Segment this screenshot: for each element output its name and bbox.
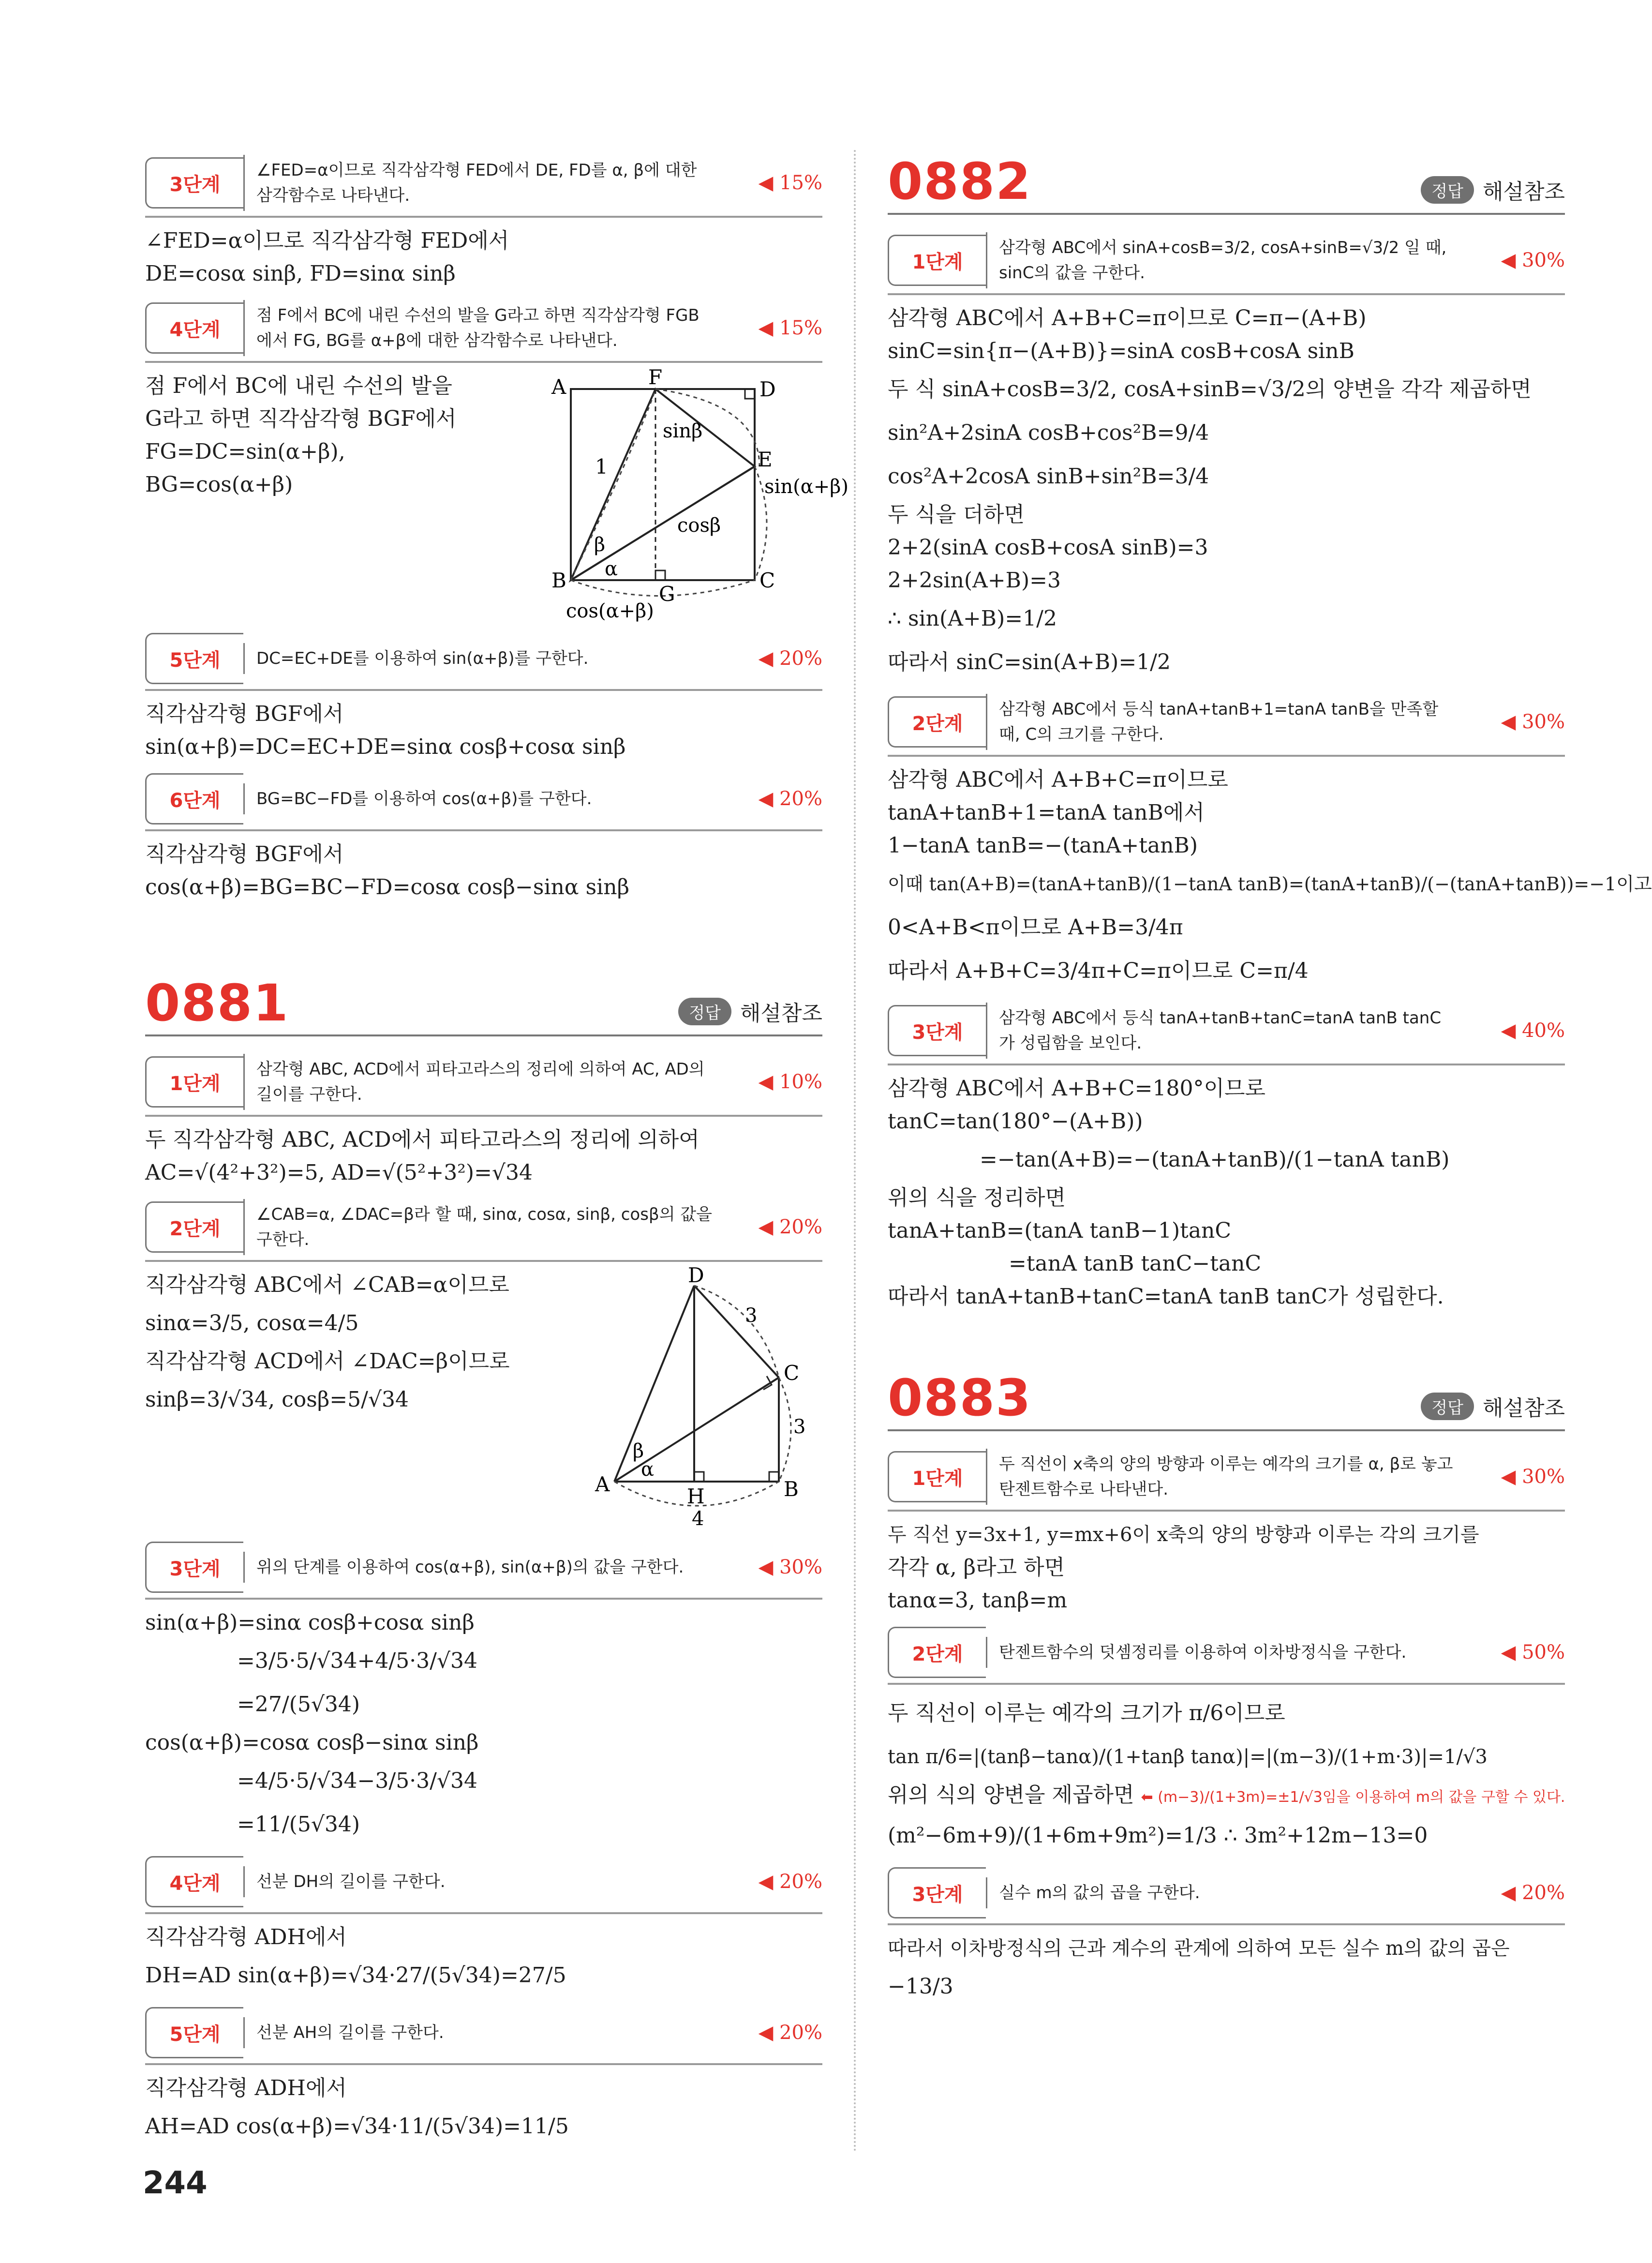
- solution-line: tanA+tanB+1=tanA tanB에서: [888, 800, 1205, 825]
- solution-line: tanα=3, tanβ=m: [888, 1588, 1068, 1613]
- solution-line: ∠FED=α이므로 직각삼각형 FED에서: [145, 228, 509, 253]
- label-sin-apb: sin(α+β): [764, 476, 848, 498]
- solution-line: sinC=sin{π−(A+B)}=sinA cosB+cosA sinB: [888, 339, 1354, 363]
- solution-line: sin(α+β)=DC=EC+DE=sinα cosβ+cosα sinβ: [145, 734, 626, 759]
- label-c: C: [759, 569, 775, 592]
- label-3: 3: [745, 1304, 758, 1327]
- solution-text: 위의 식의 양변을 제곱하면: [888, 1783, 1134, 1807]
- problem-0881-header: [145, 976, 822, 1036]
- step-percent: ◀ 20%: [758, 647, 822, 670]
- step-2-header: [888, 689, 1565, 757]
- step-description: ∠FED=α이므로 직각삼각형 FED에서 DE, FD를 α, β에 대한 삼각함수로 나타낸다.: [243, 155, 726, 211]
- label-c: C: [784, 1361, 800, 1385]
- solution-line: cos²A+2cosA sinB+sin²B=3/4: [888, 464, 1209, 489]
- solution-line: 직각삼각형 BGF에서: [145, 842, 344, 867]
- solution-line: 2+2(sinA cosB+cosA sinB)=3: [888, 535, 1208, 560]
- column-divider: [854, 150, 856, 2153]
- solution-line: 직각삼각형 ABC에서 ∠CAB=α이므로: [145, 1273, 509, 1297]
- step-description: 삼각형 ABC에서 sinA+cosB=3/2, cosA+sinB=√3/2 일 때, sinC의 값을 구한다.: [986, 232, 1468, 288]
- step-badge: 1단계: [888, 235, 986, 286]
- solution-line: 삼각형 ABC에서 A+B+C=180°이므로: [888, 1076, 1265, 1101]
- step-badge: 1단계: [888, 1451, 986, 1502]
- step-badge: 3단계: [888, 1867, 986, 1918]
- label-beta: β: [633, 1440, 644, 1462]
- problem-number: 0882: [888, 152, 1032, 211]
- answer-text: 해설참조: [1482, 180, 1565, 204]
- label-h: H: [687, 1484, 705, 1508]
- step-percent: ◀ 30%: [1501, 1466, 1565, 1488]
- step-description: 선분 DH의 길이를 구한다.: [243, 1866, 726, 1897]
- solution-line: sin²A+2sinA cosB+cos²B=9/4: [888, 420, 1209, 445]
- step-badge: 3단계: [145, 1542, 243, 1593]
- step-description: 삼각형 ABC, ACD에서 피타고라스의 정리에 의하여 AC, AD의 길이를 구한다.: [243, 1054, 726, 1110]
- step-badge: 2단계: [888, 1627, 986, 1678]
- right-angle-mark: [769, 1472, 779, 1482]
- step-badge: 3단계: [145, 157, 243, 209]
- label-cos-apb: cos(α+β): [566, 600, 654, 622]
- page-number: 244: [143, 2165, 208, 2201]
- step-badge: 2단계: [888, 696, 986, 748]
- step-5-header: [145, 628, 822, 691]
- step-percent: ◀ 30%: [1501, 249, 1565, 271]
- step-badge: 5단계: [145, 633, 243, 684]
- step2-row: [145, 1263, 822, 1532]
- step-percent: ◀ 15%: [758, 317, 822, 339]
- solution-line: =3/5·5/√34+4/5·3/√34: [237, 1649, 478, 1673]
- segment-ad: [614, 1286, 694, 1482]
- problem-number: 0883: [888, 1368, 1032, 1427]
- rectangle-figure: [532, 365, 848, 623]
- solution-line: 두 식을 더하면: [888, 502, 1025, 527]
- step-description: 점 F에서 BC에 내린 수선의 발을 G라고 하면 직각삼각형 FGB에서 FG, BG를 α+β에 대한 삼각함수로 나타낸다.: [243, 300, 726, 356]
- solution-line: 0<A+B<π이므로 A+B=3/4π: [888, 915, 1183, 940]
- solution-line: (m²−6m+9)/(1+6m+9m²)=1/3 ∴ 3m²+12m−13=0: [888, 1823, 1428, 1848]
- solution-line: 두 직각삼각형 ABC, ACD에서 피타고라스의 정리에 의하여: [145, 1127, 699, 1152]
- solution-line: ∴ sin(A+B)=1/2: [888, 606, 1057, 631]
- solution-line: =−tan(A+B)=−(tanA+tanB)/(1−tanA tanB): [980, 1147, 1450, 1172]
- label-d: D: [759, 377, 776, 401]
- step-description: 탄젠트함수의 덧셈정리를 이용하여 이차방정식을 구한다.: [986, 1637, 1468, 1668]
- solution-line: sinβ=3/√34, cosβ=5/√34: [145, 1387, 409, 1412]
- label-g: G: [659, 582, 675, 606]
- solution-line: =tanA tanB tanC−tanC: [1009, 1251, 1262, 1276]
- solution-line: 따라서 이차방정식의 근과 계수의 관계에 의하여 모든 실수 m의 값의 곱은: [888, 1937, 1510, 1960]
- left-column: [145, 145, 848, 2148]
- step-badge: 6단계: [145, 773, 243, 824]
- step-badge: 4단계: [145, 1856, 243, 1907]
- side-note: ⬅ (m−3)/(1+3m)=±1/√3임을 이용하여 m의 값을 구할 수 있다.: [1141, 1789, 1565, 1806]
- answer-tag: 정답: [678, 998, 731, 1025]
- solution-line: [888, 1779, 1565, 1814]
- solution-line: cos(α+β)=BG=BC−FD=cosα cosβ−sinα sinβ: [145, 875, 629, 899]
- solution-line: =27/(5√34): [237, 1692, 360, 1717]
- right-column: [888, 145, 1652, 2008]
- problem-0882-header: [888, 152, 1565, 215]
- step-4-header: [145, 295, 822, 363]
- label-a: A: [595, 1472, 610, 1496]
- step-1-header: [888, 227, 1565, 295]
- solution-line: 두 식 sinA+cosB=3/2, cosA+sinB=√3/2의 양변을 각각 제곱하면: [888, 377, 1532, 402]
- solution-line: =4/5·5/√34−3/5·3/√34: [237, 1768, 478, 1793]
- solution-line: AH=AD cos(α+β)=√34·11/(5√34)=11/5: [145, 2114, 569, 2139]
- step-percent: ◀ 30%: [758, 1556, 822, 1578]
- step-3-header: [888, 998, 1565, 1065]
- label-f: F: [648, 365, 663, 389]
- answer-reference: [1421, 174, 1565, 208]
- step-percent: ◀ 20%: [758, 1216, 822, 1238]
- answer-tag: 정답: [1421, 1393, 1474, 1420]
- label-cosb: cosβ: [677, 514, 721, 537]
- solution-line: 삼각형 ABC에서 A+B+C=π이므로: [888, 767, 1228, 792]
- solution-line: =11/(5√34): [237, 1812, 360, 1837]
- triangle-figure: [595, 1263, 822, 1532]
- answer-text: 해설참조: [740, 1001, 822, 1026]
- label-alpha: α: [605, 558, 618, 580]
- triangle-figure-svg: [595, 1263, 822, 1530]
- segment-dc: [694, 1286, 779, 1378]
- solution-line: BG=cos(α+β): [145, 472, 293, 497]
- label-d: D: [688, 1263, 704, 1287]
- step-percent: ◀ 15%: [758, 172, 822, 194]
- step-description: 삼각형 ABC에서 등식 tanA+tanB+tanC=tanA tanB tanC가 성립함을 보인다.: [986, 1003, 1468, 1059]
- step-percent: ◀ 10%: [758, 1071, 822, 1093]
- step-description: BG=BC−FD를 이용하여 cos(α+β)를 구한다.: [243, 783, 726, 814]
- label-beta: β: [594, 534, 606, 556]
- solution-line: 2+2sin(A+B)=3: [888, 568, 1061, 593]
- right-angle-mark: [655, 570, 665, 580]
- step-badge: 3단계: [888, 1005, 986, 1056]
- solution-line: 따라서 sinC=sin(A+B)=1/2: [888, 650, 1171, 674]
- step-description: 선분 AH의 길이를 구한다.: [243, 2017, 726, 2048]
- solution-line: sinα=3/5, cosα=4/5: [145, 1311, 359, 1335]
- rectangle-figure-svg: [532, 365, 848, 622]
- step-description: 위의 단계를 이용하여 cos(α+β), sin(α+β)의 값을 구한다.: [243, 1552, 726, 1583]
- solution-line: 두 직선이 이루는 예각의 크기가 π/6이므로: [888, 1701, 1285, 1725]
- label-a: A: [551, 375, 566, 399]
- problem-number: 0881: [145, 974, 289, 1033]
- solution-line: sin(α+β)=sinα cosβ+cosα sinβ: [145, 1610, 475, 1635]
- label-b: B: [551, 569, 566, 592]
- step-badge: 5단계: [145, 2007, 243, 2058]
- step-percent: ◀ 50%: [1501, 1641, 1565, 1664]
- label-alpha: α: [641, 1458, 655, 1481]
- right-angle-mark: [745, 389, 755, 399]
- answer-tag: 정답: [1421, 176, 1474, 204]
- label-1: 1: [595, 455, 608, 479]
- step-percent: ◀ 20%: [758, 1871, 822, 1893]
- step-description: 실수 m의 값의 곱을 구한다.: [986, 1877, 1468, 1908]
- solution-line: −13/3: [888, 1974, 953, 1999]
- solution-line: 각각 α, β라고 하면: [888, 1555, 1065, 1580]
- solution-line: 직각삼각형 ACD에서 ∠DAC=β이므로: [145, 1349, 510, 1374]
- step4-row: [145, 365, 848, 623]
- label-3: 3: [793, 1416, 806, 1438]
- step-1-header: [145, 1049, 822, 1117]
- step4-text: [145, 370, 456, 623]
- step-description: 삼각형 ABC에서 등식 tanA+tanB+1=tanA tanB을 만족할 때, C의 크기를 구한다.: [986, 694, 1468, 750]
- solution-line: tanA+tanB=(tanA tanB−1)tanC: [888, 1218, 1232, 1243]
- step-3-header: [888, 1862, 1565, 1925]
- right-angle-mark: [694, 1472, 704, 1482]
- step-2-header: [888, 1622, 1565, 1685]
- solution-line: tanC=tan(180°−(A+B)): [888, 1109, 1143, 1134]
- solution-line: AC=√(4²+3²)=5, AD=√(5²+3²)=√34: [145, 1160, 533, 1185]
- step-description: DC=EC+DE를 이용하여 sin(α+β)를 구한다.: [243, 643, 726, 674]
- step-3-header: [145, 1537, 822, 1600]
- step-description: ∠CAB=α, ∠DAC=β라 할 때, sinα, cosα, sinβ, cosβ의 값을 구한다.: [243, 1199, 726, 1255]
- step-3-header: [145, 150, 822, 218]
- solution-line: G라고 하면 직각삼각형 BGF에서: [145, 406, 457, 431]
- label-sinb: sinβ: [663, 420, 703, 442]
- step-badge: 4단계: [145, 302, 243, 354]
- solution-line: 점 F에서 BC에 내린 수선의 발을: [145, 374, 452, 398]
- label-b: B: [784, 1477, 799, 1501]
- solution-line: 1−tanA tanB=−(tanA+tanB): [888, 833, 1198, 858]
- solution-line: DH=AD sin(α+β)=√34·27/(5√34)=27/5: [145, 1963, 566, 1988]
- answer-reference: [678, 996, 822, 1030]
- answer-text: 해설참조: [1482, 1396, 1565, 1421]
- label-4: 4: [692, 1508, 704, 1530]
- solution-line: cos(α+β)=cosα cosβ−sinα sinβ: [145, 1730, 479, 1755]
- solution-line: 따라서 tanA+tanB+tanC=tanA tanB tanC가 성립한다.: [888, 1284, 1444, 1309]
- step-1-header: [888, 1444, 1565, 1512]
- solution-line: 직각삼각형 BGF에서: [145, 702, 344, 726]
- step-percent: ◀ 20%: [758, 788, 822, 810]
- step-percent: ◀ 20%: [758, 2022, 822, 2044]
- solution-line: 삼각형 ABC에서 A+B+C=π이므로 C=π−(A+B): [888, 306, 1367, 330]
- step-badge: 2단계: [145, 1201, 243, 1253]
- answer-reference: [1421, 1391, 1565, 1424]
- step-4-header: [145, 1851, 822, 1914]
- solution-line: 두 직선 y=3x+1, y=mx+6이 x축의 양의 방향과 이루는 각의 크기를: [888, 1524, 1479, 1546]
- solution-line: 이때 tan(A+B)=(tanA+tanB)/(1−tanA tanB)=(tanA+tanB)/(−(tanA+tanB))=−1이고: [888, 873, 1652, 895]
- step-5-header: [145, 2002, 822, 2065]
- segment-ac: [614, 1378, 779, 1482]
- label-e: E: [758, 448, 773, 471]
- solution-line: 직각삼각형 ADH에서: [145, 2076, 347, 2100]
- step2-text: [145, 1269, 510, 1532]
- solution-line: FG=DC=sin(α+β),: [145, 439, 345, 464]
- solution-line: 직각삼각형 ADH에서: [145, 1925, 347, 1949]
- step-percent: ◀ 20%: [1501, 1882, 1565, 1904]
- step-6-header: [145, 768, 822, 831]
- step-description: 두 직선이 x축의 양의 방향과 이루는 예각의 크기를 α, β로 놓고 탄젠트함수로 나타낸다.: [986, 1449, 1468, 1505]
- solution-line: 따라서 A+B+C=3/4π+C=π이므로 C=π/4: [888, 959, 1309, 983]
- solution-line: tan π/6=|(tanβ−tanα)/(1+tanβ tanα)|=|(m−3)/(1+m·3)|=1/√3: [888, 1746, 1488, 1768]
- solution-line: 위의 식을 정리하면: [888, 1185, 1066, 1210]
- problem-0883-header: [888, 1368, 1565, 1431]
- step-percent: ◀ 30%: [1501, 711, 1565, 733]
- solution-line: DE=cosα sinβ, FD=sinα sinβ: [145, 261, 456, 286]
- step-2-header: [145, 1194, 822, 1262]
- step-badge: 1단계: [145, 1056, 243, 1108]
- dashed-arc: [779, 1378, 791, 1482]
- step-percent: ◀ 40%: [1501, 1019, 1565, 1042]
